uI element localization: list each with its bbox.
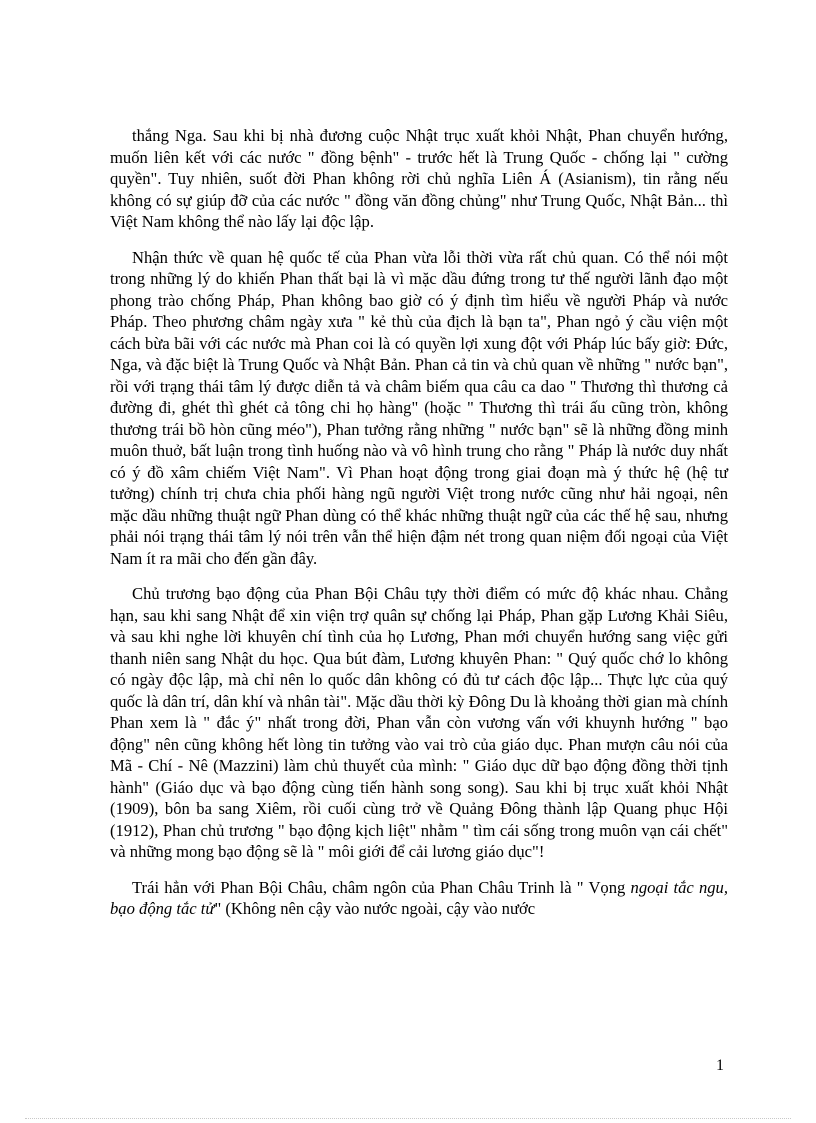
paragraph-1: thắng Nga. Sau khi bị nhà đương cuộc Nhật trục xuất khỏi Nhật, Phan chuyển hướng, muốn liên kết với các nước " đồng bệnh" - trước hết là Trung Quốc - chống lại " cường quyền". Tuy nhiên, suốt đời Phan không rời chủ nghĩa Liên Á (Asianism), tin rằng nếu không có sự giúp đỡ của các nước " đồng văn đồng chủng" như Trung Quốc, Nhật Bản... thì Việt Nam không thể nào lấy lại độc lập. <box>110 126 728 231</box>
paragraph-4-italic-quote: ngoại tắc ngu, bạo động tắc tử <box>110 877 728 918</box>
paragraph-4-text-start: Trái hẳn với Phan Bội Châu, châm ngôn của Phan Châu Trinh là " Vọng <box>132 877 631 897</box>
page-number: 1 <box>716 1057 724 1074</box>
page-body <box>110 125 728 920</box>
page-bottom-divider <box>25 1118 791 1119</box>
paragraph-2: Nhận thức về quan hệ quốc tế của Phan vừa lỗi thời vừa rất chủ quan. Có thể nói một trong những lý do khiến Phan thất bại là vì mặc dầu đứng trong tư thế người lãnh đạo một phong trào chống Pháp, Phan không bao giờ có ý định tìm hiểu về người Pháp và nước Pháp. Theo phương châm ngày xưa " kẻ thù của địch là bạn ta", Phan ngỏ ý cầu viện một cách bừa bãi với các nước mà Phan coi là có quyền lợi xung đột với Pháp lúc bấy giờ: Đức, Nga, và đặc biệt là Trung Quốc và Nhật Bản. Phan cả tin và chủ quan về những " nước bạn", rồi với trạng thái tâm lý được diễn tả và châm biếm qua câu ca dao " Thương thì thương cả đường đi, ghét thì ghét cả tông chi họ hàng" (hoặc " Thương thì trái ấu cũng tròn, không thương trái bồ hòn cũng méo"), Phan tưởng rằng những " nước bạn" sẽ là những đồng minh muôn thuở, bất luận trong tình huống nào và vô hình trung cho rằng " Pháp là nước duy nhất có ý đồ xâm chiếm Việt Nam". Vì Phan hoạt động trong giai đoạn mà ý thức hệ (hệ tư tưởng) chính trị chưa chia phối hàng ngũ người Việt trong nước cũng như hải ngoại, nên mặc dầu những thuật ngữ Phan dùng có thể khác những thuật ngữ của các thế hệ sau, nhưng phải nói trạng thái tâm lý nói trên vẫn thể hiện đậm nét trong quan niệm đối ngoại của Việt Nam ít ra mãi cho đến gần đây. <box>110 247 728 568</box>
paragraph-3: Chủ trương bạo động của Phan Bội Châu tựy thời điểm có mức độ khác nhau. Chẳng hạn, sau khi sang Nhật để xin viện trợ quân sự chống lại Pháp, Phan gặp Lương Khải Siêu, và sau khi nghe lời khuyên chí tình của họ Lương, Phan mới chuyển hướng sang việc gửi thanh niên sang Nhật du học. Qua bút đàm, Lương khuyên Phan: " Quý quốc chớ lo không có ngày độc lập, mà chỉ nên lo quốc dân không có đủ tư cách độc lập... Thực lực của quý quốc là dân trí, dân khí và nhân tài". Mặc dầu thời kỳ Đông Du là khoảng thời gian mà chính Phan xem là " đắc ý" nhất trong đời, Phan vẫn còn vương vấn với khuynh hướng " bạo động" nên cũng không hết lòng tin tưởng vào vai trò của giáo dục. Phan mượn câu nói của Mã - Chí - Nê (Mazzini) làm chủ thuyết của mình: " Giáo dục dữ bạo động đồng thời tịnh hành" (Giáo dục và bạo động cùng tiến hành song song). Sau khi bị trục xuất khỏi Nhật (1909), bôn ba sang Xiêm, rồi cuối cùng trở về Quảng Đông thành lập Quang phục Hội (1912), Phan chủ trương " bạo động kịch liệt" nhằm " tìm cái sống trong muôn vạn cái chết" và những mong bạo động sẽ là " môi giới để cải lương giáo dục"! <box>110 584 728 861</box>
paragraph-4-text-end: " (Không nên cậy vào nước ngoài, cậy vào nước <box>214 899 536 918</box>
paragraph-4 <box>110 877 728 920</box>
